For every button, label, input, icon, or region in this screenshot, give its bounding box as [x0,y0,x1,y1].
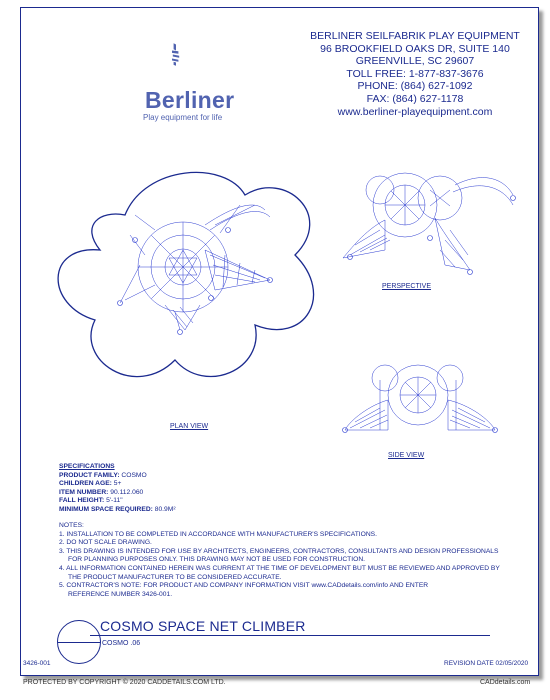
title-circle-icon [57,620,101,664]
specifications-heading: SPECIFICATIONS [59,463,115,470]
company-website[interactable]: www.berliner-playequipment.com [337,105,493,118]
copyright-text: PROTECTED BY COPYRIGHT © 2020 CADDETAILS.COM LTD. [23,679,226,686]
note-line: 1. INSTALLATION TO BE COMPLETED IN ACCORDANCE WITH MANUFACTURER'S SPECIFICATIONS. [59,530,377,538]
revision-date: REVISION DATE 02/05/2020 [444,660,529,667]
plan-view-label: PLAN VIEW [170,423,209,430]
spec-row: FALL HEIGHT: 5'-11" [59,497,123,505]
notes-heading: NOTES: [59,522,84,529]
spec-row: CHILDREN AGE: 5+ [59,480,122,488]
side-view-label: SIDE VIEW [388,452,425,459]
spec-row: ITEM NUMBER: 90.112.060 [59,488,144,496]
model-number: COSMO .06 [102,640,141,647]
brand-name: Berliner [145,87,235,113]
brand-tagline: Play equipment for life [143,113,223,122]
perspective-label: PERSPECTIVE [382,283,432,290]
company-address: 96 BROOKFIELD OAKS DR, SUITE 140 [320,42,510,55]
note-line: 2. DO NOT SCALE DRAWING. [59,539,152,547]
drawing-title: COSMO SPACE NET CLIMBER [100,618,306,634]
perspective-drawing [335,160,525,280]
notes-block [59,522,500,599]
company-fax: FAX: (864) 627-1178 [366,92,464,105]
note-line: REFERENCE NUMBER 3426-001. [68,590,173,598]
company-name: BERLINER SEILFABRIK PLAY EQUIPMENT [310,30,520,42]
company-phone: PHONE: (864) 627-1092 [357,80,473,93]
caddetails-link[interactable]: CADdetails.com [480,679,531,686]
note-line: THE PRODUCT MANUFACTURER TO BE CONSIDERED ACCURATE. [68,573,282,581]
plan-view-drawing [55,155,325,425]
note-line: FOR PLANNING PURPOSES ONLY. THIS DRAWING MAY NOT BE USED FOR CONSTRUCTION. [68,556,366,564]
side-view-drawing [340,360,515,435]
note-line: 4. ALL INFORMATION CONTAINED HEREIN WAS CURRENT AT THE TIME OF DEVELOPMENT BUT MUST BE REVIEWED AND APPROVED BY [59,564,500,572]
company-info [300,30,530,118]
reference-number: 3426-001 [23,660,51,667]
title-underline [90,635,490,636]
note-line: 5. CONTRACTOR'S NOTE: FOR PRODUCT AND COMPANY INFORMATION VISIT www.CADdetails.com/info AND ENTER [59,582,429,590]
spec-row: PRODUCT FAMILY: COSMO [59,471,147,479]
specifications-block [59,463,176,515]
company-tollfree: TOLL FREE: 1-877-837-3676 [346,67,484,80]
company-city: GREENVILLE, SC 29607 [355,55,475,68]
spec-row: MINIMUM SPACE REQUIRED: 80.9M² [59,505,176,513]
note-line: 3. THIS DRAWING IS INTENDED FOR USE BY ARCHITECTS, ENGINEERS, CONTRACTORS, CONSULTANTS AND DESIGN PROFESSIONALS [59,547,499,555]
berliner-logo-icon [168,27,204,82]
